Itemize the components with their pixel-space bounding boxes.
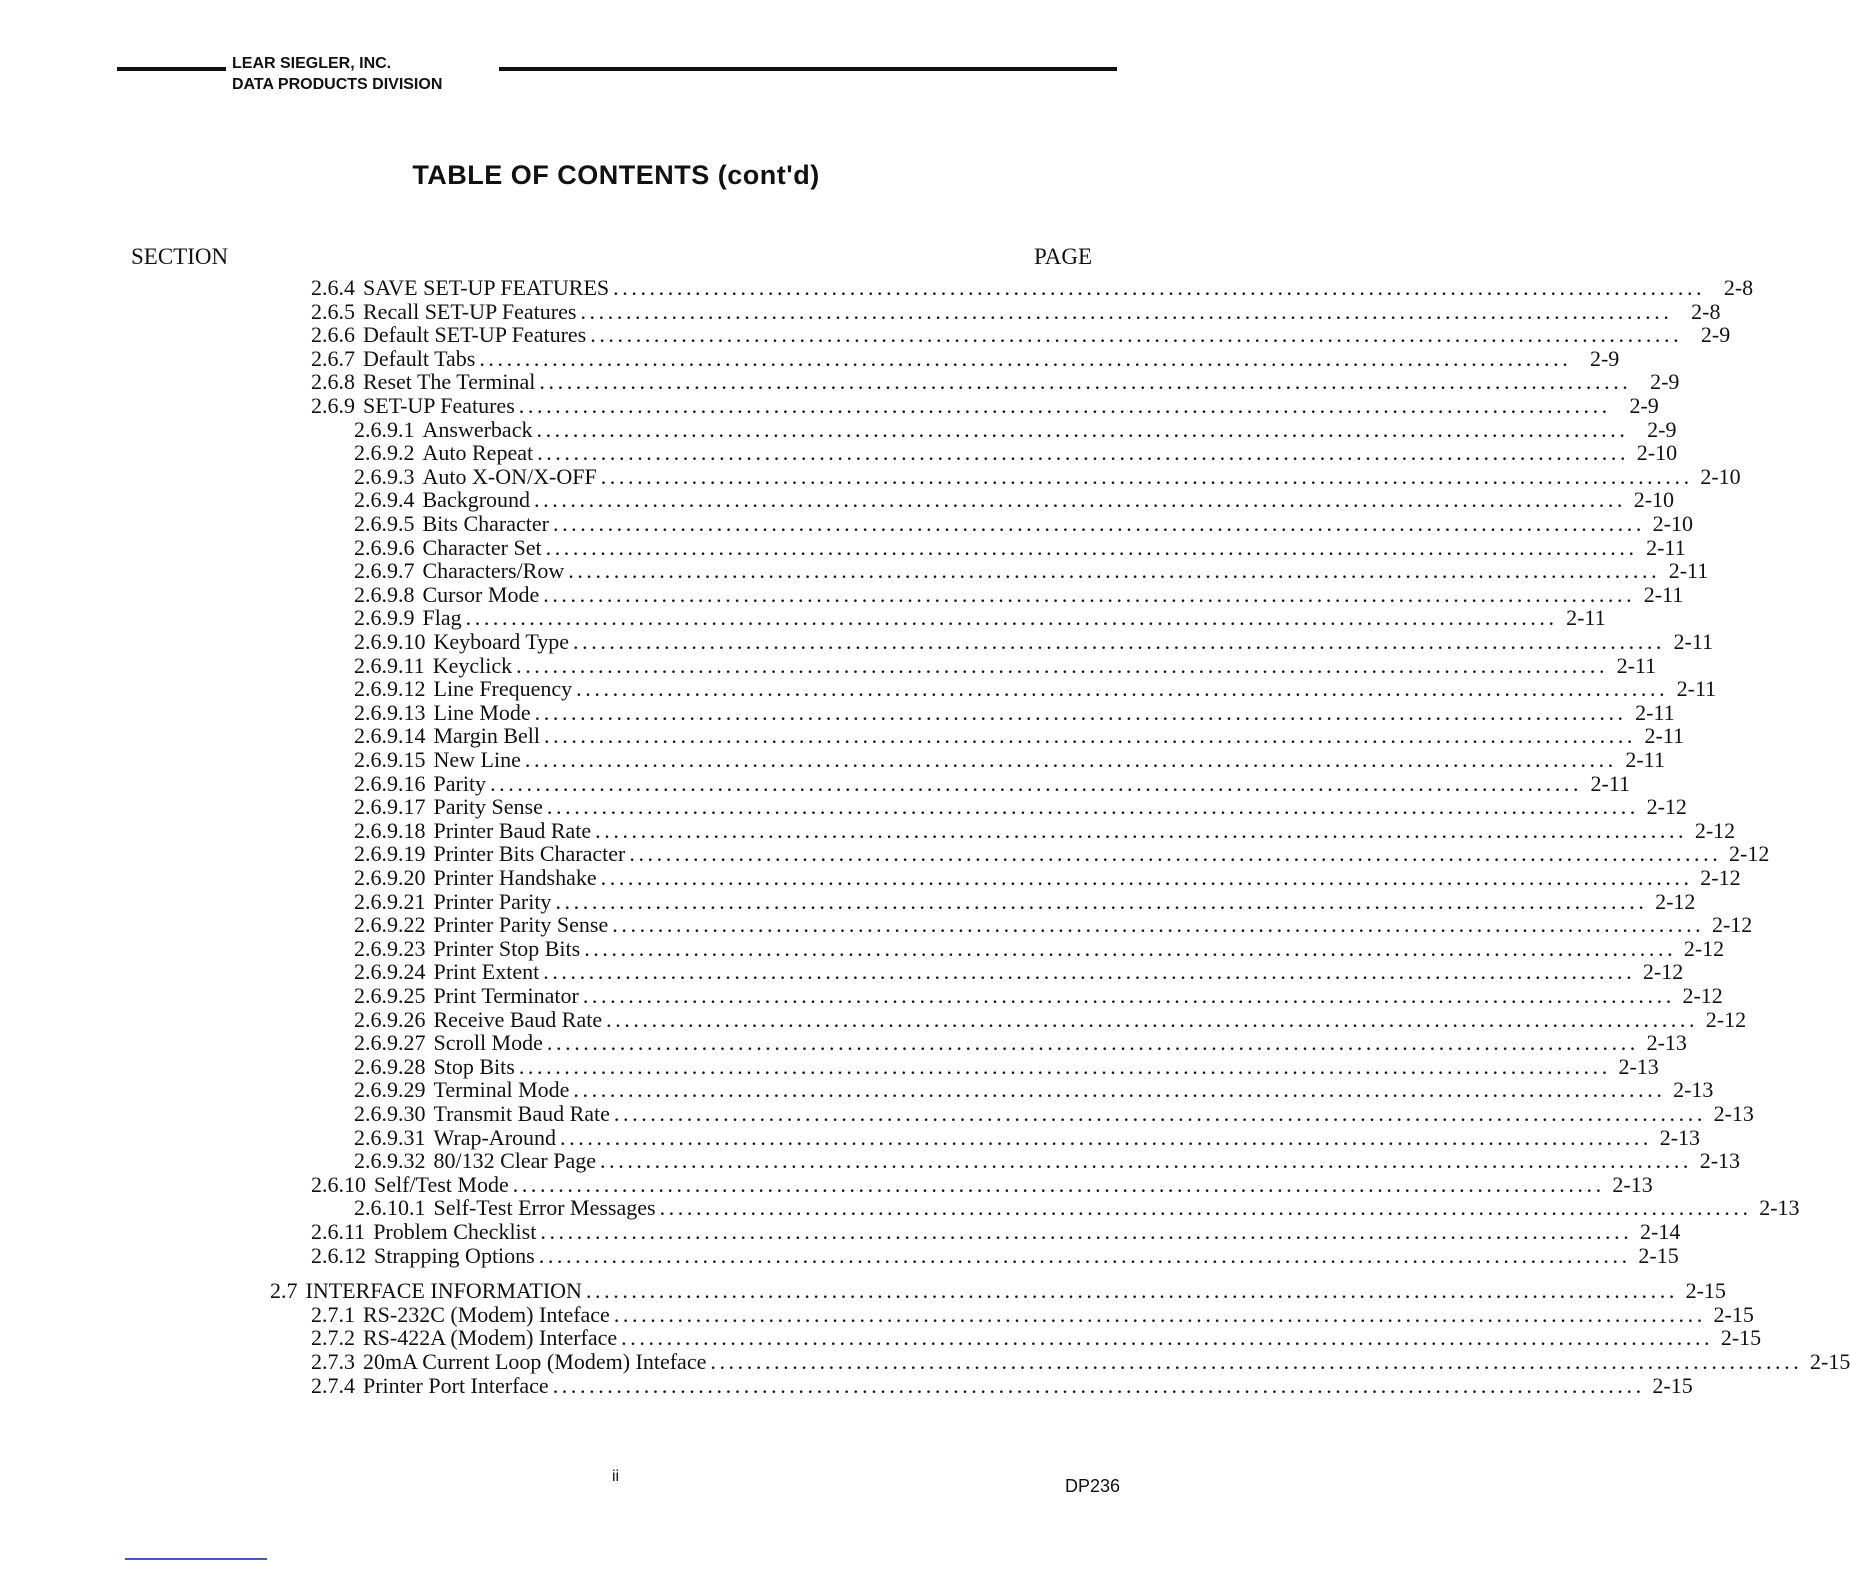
toc-leader-dots: ........................................................................................................................ <box>540 1219 1633 1244</box>
toc-entry-page: 2-11 <box>1646 534 1686 560</box>
toc-entry <box>354 817 1736 843</box>
toc-entry <box>354 463 1741 489</box>
toc-entry-number: 2.6.9.32 <box>354 1148 426 1174</box>
toc-entry <box>354 440 1678 466</box>
toc-entry-page: 2-11 <box>1668 558 1709 584</box>
toc-entry-number: 2.6.9 <box>311 393 355 418</box>
toc-entry-number: 2.6.9.8 <box>354 581 415 607</box>
toc-entry-number: 2.7 <box>270 1278 298 1304</box>
toc-entry-number: 2.6.10 <box>311 1171 366 1197</box>
toc-leader-dots: ........................................................................................................................ <box>552 1372 1645 1398</box>
toc-entry <box>311 1349 1850 1374</box>
toc-entry <box>354 699 1675 725</box>
toc-entry <box>354 629 1714 654</box>
toc-entry-number: 2.6.9.17 <box>354 794 426 820</box>
toc-entry <box>354 865 1741 890</box>
toc-entry-title: Background <box>422 487 531 513</box>
toc-entry-page: 2-12 <box>1642 959 1684 985</box>
toc-entry <box>354 1053 1659 1079</box>
toc-entry-title: Printer Baud Rate <box>433 817 592 843</box>
toc-entry-title: Problem Checklist <box>373 1219 537 1244</box>
toc-leader-dots: ........................................................................................................................ <box>595 817 1688 843</box>
toc-entry-page: 2-13 <box>1699 1148 1741 1174</box>
toc-entry-title: 20mA Current Loop (Modem) Inteface <box>363 1349 707 1374</box>
toc-entry <box>354 747 1665 772</box>
toc-entry-title: Auto X-ON/X-OFF <box>422 463 597 489</box>
toc-entry <box>354 1006 1747 1032</box>
toc-entry-title: Line Frequency <box>433 676 573 702</box>
toc-entry-page: 2-11 <box>1643 581 1684 607</box>
toc-leader-dots: ........................................................................................................................ <box>710 1349 1803 1374</box>
toc-entry-number: 2.6.9.31 <box>354 1124 426 1150</box>
toc-leader-dots: ........................................................................................................................ <box>546 794 1639 820</box>
toc-entry-title: Default Tabs <box>363 345 476 371</box>
toc-leader-dots: ........................................................................................................................ <box>613 1301 1706 1327</box>
toc-entry-number: 2.6.9.29 <box>354 1077 426 1103</box>
toc-leader-dots: ........................................................................................................................ <box>585 1278 1678 1304</box>
toc-entry-number: 2.6.4 <box>311 275 355 300</box>
toc-leader-dots: ........................................................................................................................ <box>465 605 1558 631</box>
toc-entry-page: 2-11 <box>1676 676 1717 702</box>
toc-entry-title: Printer Handshake <box>433 865 597 890</box>
toc-entry <box>354 676 1717 702</box>
toc-entry-title: New Line <box>433 747 521 772</box>
toc-entry-title: RS-422A (Modem) Interface <box>363 1325 618 1351</box>
toc-entry <box>354 1148 1741 1174</box>
toc-leader-dots: ........................................................................................................................ <box>612 912 1705 938</box>
toc-entry <box>311 298 1721 324</box>
toc-entry-title: Reset The Terminal <box>363 369 536 395</box>
toc-entry-page: 2-12 <box>1682 983 1723 1008</box>
toc-entry-title: Strapping Options <box>374 1242 535 1268</box>
toc-entry <box>354 652 1657 678</box>
toc-leader-dots: ........................................................................................................................ <box>543 581 1636 607</box>
toc-entry-title: Margin Bell <box>433 723 541 749</box>
toc-entry-number: 2.6.9.20 <box>354 865 426 890</box>
toc-entry <box>311 1242 1679 1268</box>
toc-entry-title: 80/132 Clear Page <box>433 1148 597 1174</box>
toc-entry <box>354 1030 1687 1056</box>
toc-entry-page: 2-10 <box>1633 487 1675 513</box>
toc-entry-title: Scroll Mode <box>433 1030 543 1056</box>
toc-entry-page: 2-13 <box>1673 1077 1714 1103</box>
toc-entry-page: 2-12 <box>1711 912 1753 938</box>
toc-entry <box>354 487 1675 513</box>
toc-entry <box>354 794 1687 820</box>
toc-entry-page: 2-11 <box>1566 605 1606 631</box>
toc-leader-dots: ........................................................................................................................ <box>621 1325 1714 1351</box>
toc-entry-title: Wrap-Around <box>433 1124 557 1150</box>
toc-entry-title: Print Extent <box>433 959 540 985</box>
toc-entry-number: 2.6.9.11 <box>354 652 425 678</box>
toc-leader-dots: ........................................................................................................................ <box>479 345 1572 371</box>
header-rule-right <box>499 67 1117 71</box>
toc-entry-title: Flag <box>422 605 462 631</box>
toc-leader-dots: ........................................................................................................................ <box>546 1030 1639 1056</box>
toc-leader-dots: ........................................................................................................................ <box>582 983 1675 1008</box>
header-rule-left <box>117 67 226 71</box>
toc-entry-page: 2-15 <box>1638 1242 1679 1268</box>
toc-leader-dots: ........................................................................................................................ <box>555 888 1648 914</box>
toc-entry-number: 2.6.9.18 <box>354 817 426 843</box>
toc-entry-title: SAVE SET-UP FEATURES <box>363 275 610 300</box>
toc-entry-page: 2-11 <box>1590 770 1631 796</box>
toc-entry-title: Printer Parity Sense <box>433 912 609 938</box>
toc-entry-page: 2-11 <box>1625 747 1665 772</box>
toc-entry <box>354 1124 1701 1150</box>
toc-leader-dots: ........................................................................................................................ <box>629 841 1722 867</box>
toc-entry <box>354 1195 1800 1221</box>
toc-leader-dots: ........................................................................................................................ <box>516 652 1609 678</box>
toc-entry-page: 2-12 <box>1705 1006 1747 1032</box>
toc-leader-dots: ........................................................................................................................ <box>512 1171 1605 1197</box>
toc-entry <box>354 416 1677 442</box>
toc-leader-dots: ........................................................................................................................ <box>606 1006 1699 1032</box>
toc-entry-number: 2.6.12 <box>311 1242 366 1268</box>
toc-leader-dots: ........................................................................................................................ <box>538 1242 1631 1268</box>
toc-entry-page: 2-12 <box>1729 841 1770 867</box>
toc-entry <box>354 1077 1714 1103</box>
toc-entry-title: Print Terminator <box>433 983 579 1008</box>
toc-entry-page: 2-15 <box>1713 1301 1754 1327</box>
toc-leader-dots: ........................................................................................................................ <box>560 1124 1653 1150</box>
toc-entry-number: 2.7.3 <box>311 1349 355 1374</box>
toc-entry-title: Default SET-UP Features <box>363 322 587 348</box>
toc-leader-dots: ........................................................................................................................ <box>552 511 1645 536</box>
toc-entry-page: 2-12 <box>1646 794 1687 820</box>
toc-entry-title: Printer Parity <box>433 888 552 914</box>
toc-leader-dots: ........................................................................................................................ <box>518 1053 1611 1079</box>
toc-entry <box>354 511 1693 536</box>
toc-leader-dots: ........................................................................................................................ <box>544 723 1637 749</box>
toc-leader-dots: ........................................................................................................................ <box>518 393 1611 418</box>
toc-entry <box>311 1325 1762 1351</box>
toc-entry-page: 2-10 <box>1636 440 1678 466</box>
toc-entry-title: Recall SET-UP Features <box>363 298 577 324</box>
toc-entry-title: INTERFACE INFORMATION <box>305 1278 582 1304</box>
toc-entry-number: 2.6.9.21 <box>354 888 426 914</box>
toc-entry-page: 2-13 <box>1646 1030 1687 1056</box>
toc-entry-page: 2-15 <box>1685 1278 1726 1304</box>
toc-leader-dots: ........................................................................................................................ <box>543 959 1636 985</box>
toc-entry-page: 2-12 <box>1694 817 1736 843</box>
toc-entry-page: 2-9 <box>1700 322 1731 348</box>
toc-leader-dots: ........................................................................................................................ <box>573 629 1666 654</box>
toc-entry-number: 2.6.9.25 <box>354 983 426 1008</box>
toc-entry-number: 2.6.9.23 <box>354 935 426 961</box>
toc-entry <box>311 275 1754 300</box>
toc-entry-page: 2-9 <box>1589 345 1620 371</box>
toc-entry-number: 2.6.5 <box>311 298 355 324</box>
company-header <box>232 53 442 95</box>
toc-entry-page: 2-15 <box>1810 1349 1850 1374</box>
toc-entry-page: 2-13 <box>1713 1101 1754 1126</box>
toc-leader-dots: ........................................................................................................................ <box>534 699 1627 725</box>
toc-entry-number: 2.7.4 <box>311 1372 355 1398</box>
toc-entry-page: 2-13 <box>1618 1053 1659 1079</box>
toc-entry <box>354 558 1709 584</box>
company-division: DATA PRODUCTS DIVISION <box>232 76 443 93</box>
toc-leader-dots: ........................................................................................................................ <box>537 440 1630 466</box>
toc-entry-page: 2-11 <box>1673 629 1714 654</box>
toc-entry <box>354 605 1606 631</box>
footer-page-number: ii <box>612 1468 620 1485</box>
toc-entry-title: Line Mode <box>433 699 531 725</box>
toc-entry <box>354 959 1684 985</box>
toc-entry <box>354 888 1696 914</box>
toc-entry-number: 2.6.9.14 <box>354 723 426 749</box>
toc-leader-dots: ........................................................................................................................ <box>524 747 1617 772</box>
toc-leader-dots: ........................................................................................................................ <box>580 298 1673 324</box>
toc-leader-dots: ........................................................................................................................ <box>573 1077 1666 1103</box>
toc-entry-number: 2.6.11 <box>311 1219 366 1244</box>
toc-entry-page: 2-14 <box>1640 1219 1681 1244</box>
toc-entry-title: Receive Baud Rate <box>433 1006 603 1032</box>
toc-entry <box>270 1278 1726 1304</box>
toc-leader-dots: ........................................................................................................................ <box>539 369 1632 395</box>
toc-entry <box>311 369 1680 395</box>
toc-entry <box>311 1372 1693 1398</box>
footer-doc-id: DP236 <box>1065 1476 1121 1496</box>
toc-entry-page: 2-11 <box>1644 723 1685 749</box>
toc-entry <box>311 1219 1681 1244</box>
toc-entry-title: Cursor Mode <box>422 581 540 607</box>
toc-entry-title: Printer Stop Bits <box>433 935 581 961</box>
toc-entry-title: RS-232C (Modem) Inteface <box>363 1301 610 1327</box>
toc-entry <box>311 345 1620 371</box>
toc-entry-number: 2.6.10.1 <box>354 1195 426 1221</box>
toc-entry-page: 2-12 <box>1700 865 1741 890</box>
toc-entry-number: 2.6.9.4 <box>354 487 415 513</box>
page-title: TABLE OF CONTENTS (cont'd) <box>412 160 820 190</box>
toc-entry-title: Self/Test Mode <box>374 1171 509 1197</box>
toc-entry-number: 2.6.8 <box>311 369 355 395</box>
toc-entry-number: 2.6.9.12 <box>354 676 426 702</box>
section-column-heading: SECTION <box>131 244 229 269</box>
toc-leader-dots: ........................................................................................................................ <box>659 1195 1752 1221</box>
toc-leader-dots: ........................................................................................................................ <box>536 416 1629 442</box>
toc-entry <box>354 935 1725 961</box>
toc-entry-number: 2.6.6 <box>311 322 355 348</box>
toc-entry-title: Stop Bits <box>433 1053 515 1079</box>
toc-entry <box>311 322 1731 348</box>
toc-entry-title: Keyclick <box>432 652 513 678</box>
toc-entry-number: 2.6.9.2 <box>354 440 415 466</box>
toc-entry-title: Parity <box>433 770 487 796</box>
toc-entry-number: 2.6.7 <box>311 345 355 371</box>
toc-entry-title: Parity Sense <box>433 794 543 820</box>
toc-entry-number: 2.6.9.3 <box>354 463 415 489</box>
toc-leader-dots: ........................................................................................................................ <box>576 676 1669 702</box>
toc-entry-title: Transmit Baud Rate <box>433 1101 610 1126</box>
toc-entry-title: Auto Repeat <box>422 440 534 466</box>
toc-entry-title: Characters/Row <box>422 558 565 584</box>
toc-entry-number: 2.6.9.19 <box>354 841 426 867</box>
toc-entry-page: 2-8 <box>1723 275 1754 300</box>
toc-entry-title: Bits Character <box>422 511 549 536</box>
toc-entry-number: 2.6.9.5 <box>354 511 415 536</box>
toc-entry <box>354 1101 1754 1126</box>
toc-leader-dots: ........................................................................................................................ <box>613 1101 1706 1126</box>
bottom-rule <box>125 1558 267 1560</box>
toc-entry-page: 2-12 <box>1683 935 1725 961</box>
toc-entry-number: 2.6.9.22 <box>354 912 426 938</box>
toc-entry <box>311 1171 1653 1197</box>
toc-entry-number: 2.7.2 <box>311 1325 355 1351</box>
toc-entry-page: 2-15 <box>1652 1372 1693 1398</box>
toc-entry-title: Terminal Mode <box>433 1077 570 1103</box>
toc-entry-page: 2-10 <box>1652 511 1693 536</box>
toc-entry <box>354 912 1753 938</box>
toc-entry-page: 2-9 <box>1647 416 1677 442</box>
toc-entry-title: Keyboard Type <box>433 629 570 654</box>
toc-entry-page: 2-9 <box>1629 393 1659 418</box>
toc-entry-page: 2-11 <box>1635 699 1675 725</box>
toc-entry-title: Printer Bits Character <box>433 841 626 867</box>
toc-entry <box>354 770 1631 796</box>
toc-entry-number: 2.6.9.9 <box>354 605 415 631</box>
toc-entry-page: 2-13 <box>1759 1195 1800 1221</box>
toc-entry-number: 2.6.9.24 <box>354 959 426 985</box>
toc-entry <box>311 1301 1754 1327</box>
toc-entry-number: 2.6.9.6 <box>354 534 415 560</box>
toc-entry <box>311 393 1659 418</box>
company-name: LEAR SIEGLER, INC. <box>232 55 392 72</box>
toc-leader-dots: ........................................................................................................................ <box>613 275 1706 300</box>
toc-entry-number: 2.6.9.26 <box>354 1006 426 1032</box>
toc-leader-dots: ........................................................................................................................ <box>590 322 1683 348</box>
toc-leader-dots: ........................................................................................................................ <box>490 770 1583 796</box>
toc-entry-title: Self-Test Error Messages <box>433 1195 656 1221</box>
toc-entry-number: 2.6.9.1 <box>354 416 415 442</box>
toc-entry-page: 2-9 <box>1650 369 1680 395</box>
toc-entry <box>354 841 1770 867</box>
toc-entry-title: SET-UP Features <box>363 393 515 418</box>
toc-entry-number: 2.6.9.10 <box>354 629 426 654</box>
toc-entry-number: 2.6.9.13 <box>354 699 426 725</box>
toc-entry-number: 2.6.9.30 <box>354 1101 426 1126</box>
page-column-heading: PAGE <box>1034 244 1092 269</box>
toc-entry-page: 2-15 <box>1720 1325 1762 1351</box>
toc-entry <box>354 723 1685 749</box>
toc-entry-number: 2.6.9.7 <box>354 558 415 584</box>
toc-leader-dots: ........................................................................................................................ <box>545 534 1638 560</box>
toc-entry-page: 2-12 <box>1655 888 1696 914</box>
toc-leader-dots: ........................................................................................................................ <box>600 463 1693 489</box>
toc-leader-dots: ........................................................................................................................ <box>534 487 1627 513</box>
toc-entry-title: Character Set <box>422 534 542 560</box>
toc-entry-page: 2-11 <box>1616 652 1657 678</box>
toc-entry <box>354 534 1686 560</box>
toc-entry <box>354 581 1684 607</box>
toc-leader-dots: ........................................................................................................................ <box>584 935 1677 961</box>
toc-entry-title: Answerback <box>422 416 533 442</box>
toc-entry-number: 2.7.1 <box>311 1301 355 1327</box>
toc-leader-dots: ........................................................................................................................ <box>568 558 1661 584</box>
toc-entry-page: 2-13 <box>1659 1124 1701 1150</box>
toc-entry-page: 2-13 <box>1612 1171 1653 1197</box>
toc-entry-number: 2.6.9.27 <box>354 1030 426 1056</box>
toc-entry-number: 2.6.9.28 <box>354 1053 426 1079</box>
toc-entry <box>354 983 1723 1008</box>
toc-entry-title: Printer Port Interface <box>363 1372 549 1398</box>
toc-entry-number: 2.6.9.15 <box>354 747 426 772</box>
toc-leader-dots: ........................................................................................................................ <box>600 865 1693 890</box>
toc-entry-page: 2-8 <box>1691 298 1721 324</box>
toc-entry-page: 2-10 <box>1700 463 1741 489</box>
toc-leader-dots: ........................................................................................................................ <box>600 1148 1693 1174</box>
toc-entry-number: 2.6.9.16 <box>354 770 426 796</box>
